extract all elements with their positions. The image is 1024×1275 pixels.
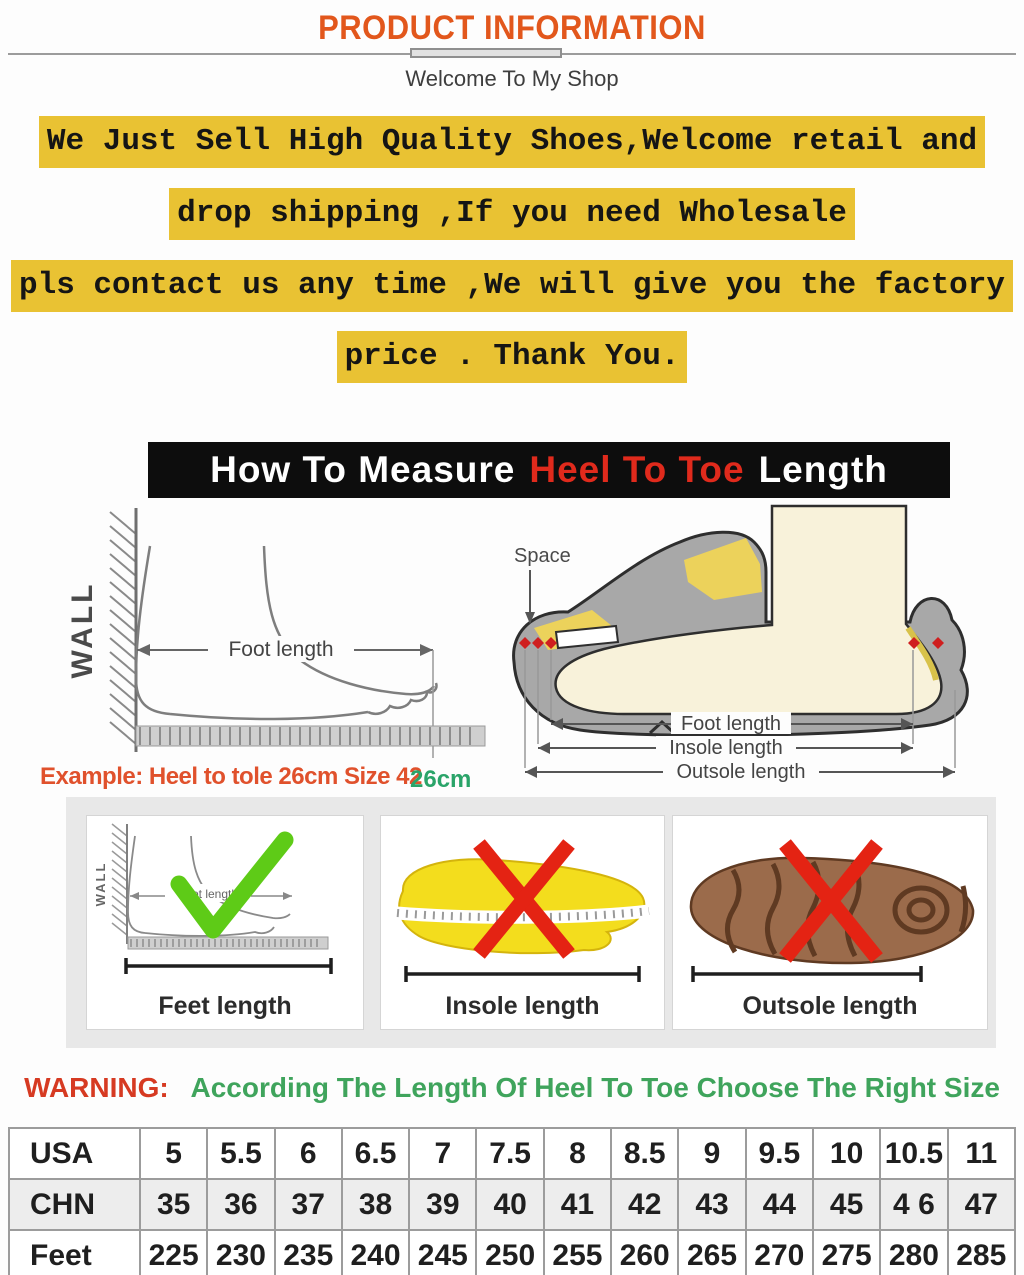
table-cell: 42 [611,1179,678,1230]
mini-wall-hatch [112,824,127,944]
size-table-body [9,1128,1015,1275]
size-table [8,1127,1016,1275]
table-row [9,1230,1015,1275]
example-text: Example: Heel to tole 26cm Size 42 [40,763,422,790]
table-row [9,1128,1015,1179]
foot-length-label: Foot length [680,713,782,735]
table-cell: 250 [476,1230,543,1275]
table-cell: 9.5 [746,1128,813,1179]
table-row [9,1179,1015,1230]
outsole-length-label: Outsole length [676,761,806,783]
table-cell: 270 [746,1230,813,1275]
table-cell: 240 [342,1230,409,1275]
space-label: Space [514,545,571,567]
bracket [126,958,331,974]
wall-foot-diagram [40,500,510,760]
table-cell: 44 [746,1179,813,1230]
table-cell: 260 [611,1230,678,1275]
mini-wall-label: WALL [93,861,108,907]
page-title: PRODUCT INFORMATION [318,8,706,47]
table-cell: 8 [544,1128,611,1179]
insole-illustration [381,816,664,994]
table-cell: 38 [342,1179,409,1230]
table-cell: 37 [275,1179,342,1230]
table-cell: 7.5 [476,1128,543,1179]
table-cell: 47 [948,1179,1015,1230]
table-cell: 10.5 [880,1128,947,1179]
shoe-outline [514,506,968,735]
table-cell: 36 [207,1179,274,1230]
feet-length-illustration [87,816,363,994]
shoe-cross-section-diagram [500,500,1024,795]
measure-banner [148,442,950,498]
table-cell: 265 [678,1230,745,1275]
promo-line: We Just Sell High Quality Shoes,Welcome retail and [39,116,985,168]
table-cell: 11 [948,1128,1015,1179]
promo-row [0,260,1024,312]
table-cell: 5 [140,1128,207,1179]
panel-label: Feet length [158,992,292,1020]
warning-line [0,1072,1024,1104]
table-cell: 43 [678,1179,745,1230]
table-cell: 35 [140,1179,207,1230]
table-cell: 8.5 [611,1128,678,1179]
panel-label: Insole length [445,992,600,1020]
foot-outline [136,546,436,719]
table-cell: 275 [813,1230,880,1275]
outsole-length-panel [672,815,988,1030]
banner-highlight-text: Heel To Toe [529,449,745,490]
wall-label: WALL [66,581,99,679]
table-cell: 7 [409,1128,476,1179]
mini-foot-length-label: Foot length [177,887,239,901]
table-cell: 41 [544,1179,611,1230]
panels-strip [66,797,996,1048]
table-cell: 5.5 [207,1128,274,1179]
table-cell: 6 [275,1128,342,1179]
table-row-label: USA [9,1128,140,1179]
table-cell: 4 6 [880,1179,947,1230]
warning-label: WARNING: [24,1072,169,1103]
table-cell: 245 [409,1230,476,1275]
banner-text-before: How To Measure [210,449,516,490]
promo-row [0,188,1024,240]
table-cell: 280 [880,1230,947,1275]
mini-ruler [128,937,328,949]
promo-line: price . Thank You. [337,331,688,383]
divider-center-segment [410,48,562,58]
warning-text: According The Length Of Heel To Toe Choose The Right Size [190,1072,1000,1103]
ruler [136,726,485,746]
measure-value: 26cm [410,766,472,793]
promo-line: drop shipping ,If you need Wholesale [169,188,855,240]
bracket [693,966,921,982]
mini-foot-length-arrow [130,884,292,902]
insole-length-panel [380,815,665,1030]
foot-length-label: Foot length [228,638,334,661]
promo-row [0,331,1024,383]
table-cell: 39 [409,1179,476,1230]
table-cell: 10 [813,1128,880,1179]
table-cell: 255 [544,1230,611,1275]
panel-label: Outsole length [742,992,918,1020]
wall-hatch [110,508,136,752]
promo-line: pls contact us any time ,We will give you the factory [11,260,1013,312]
table-row-label: Feet [9,1230,140,1275]
table-cell: 230 [207,1230,274,1275]
table-cell: 285 [948,1230,1015,1275]
shop-subtitle: Welcome To My Shop [405,66,619,91]
table-cell: 235 [275,1230,342,1275]
insole-length-label: Insole length [669,737,783,759]
table-row-label: CHN [9,1179,140,1230]
table-cell: 9 [678,1128,745,1179]
banner-text-after: Length [758,449,888,490]
promo-row [0,116,1024,168]
feet-length-panel [86,815,364,1030]
table-cell: 45 [813,1179,880,1230]
outsole-illustration [673,816,987,994]
table-cell: 40 [476,1179,543,1230]
bracket [406,966,639,982]
table-cell: 225 [140,1230,207,1275]
table-cell: 6.5 [342,1128,409,1179]
